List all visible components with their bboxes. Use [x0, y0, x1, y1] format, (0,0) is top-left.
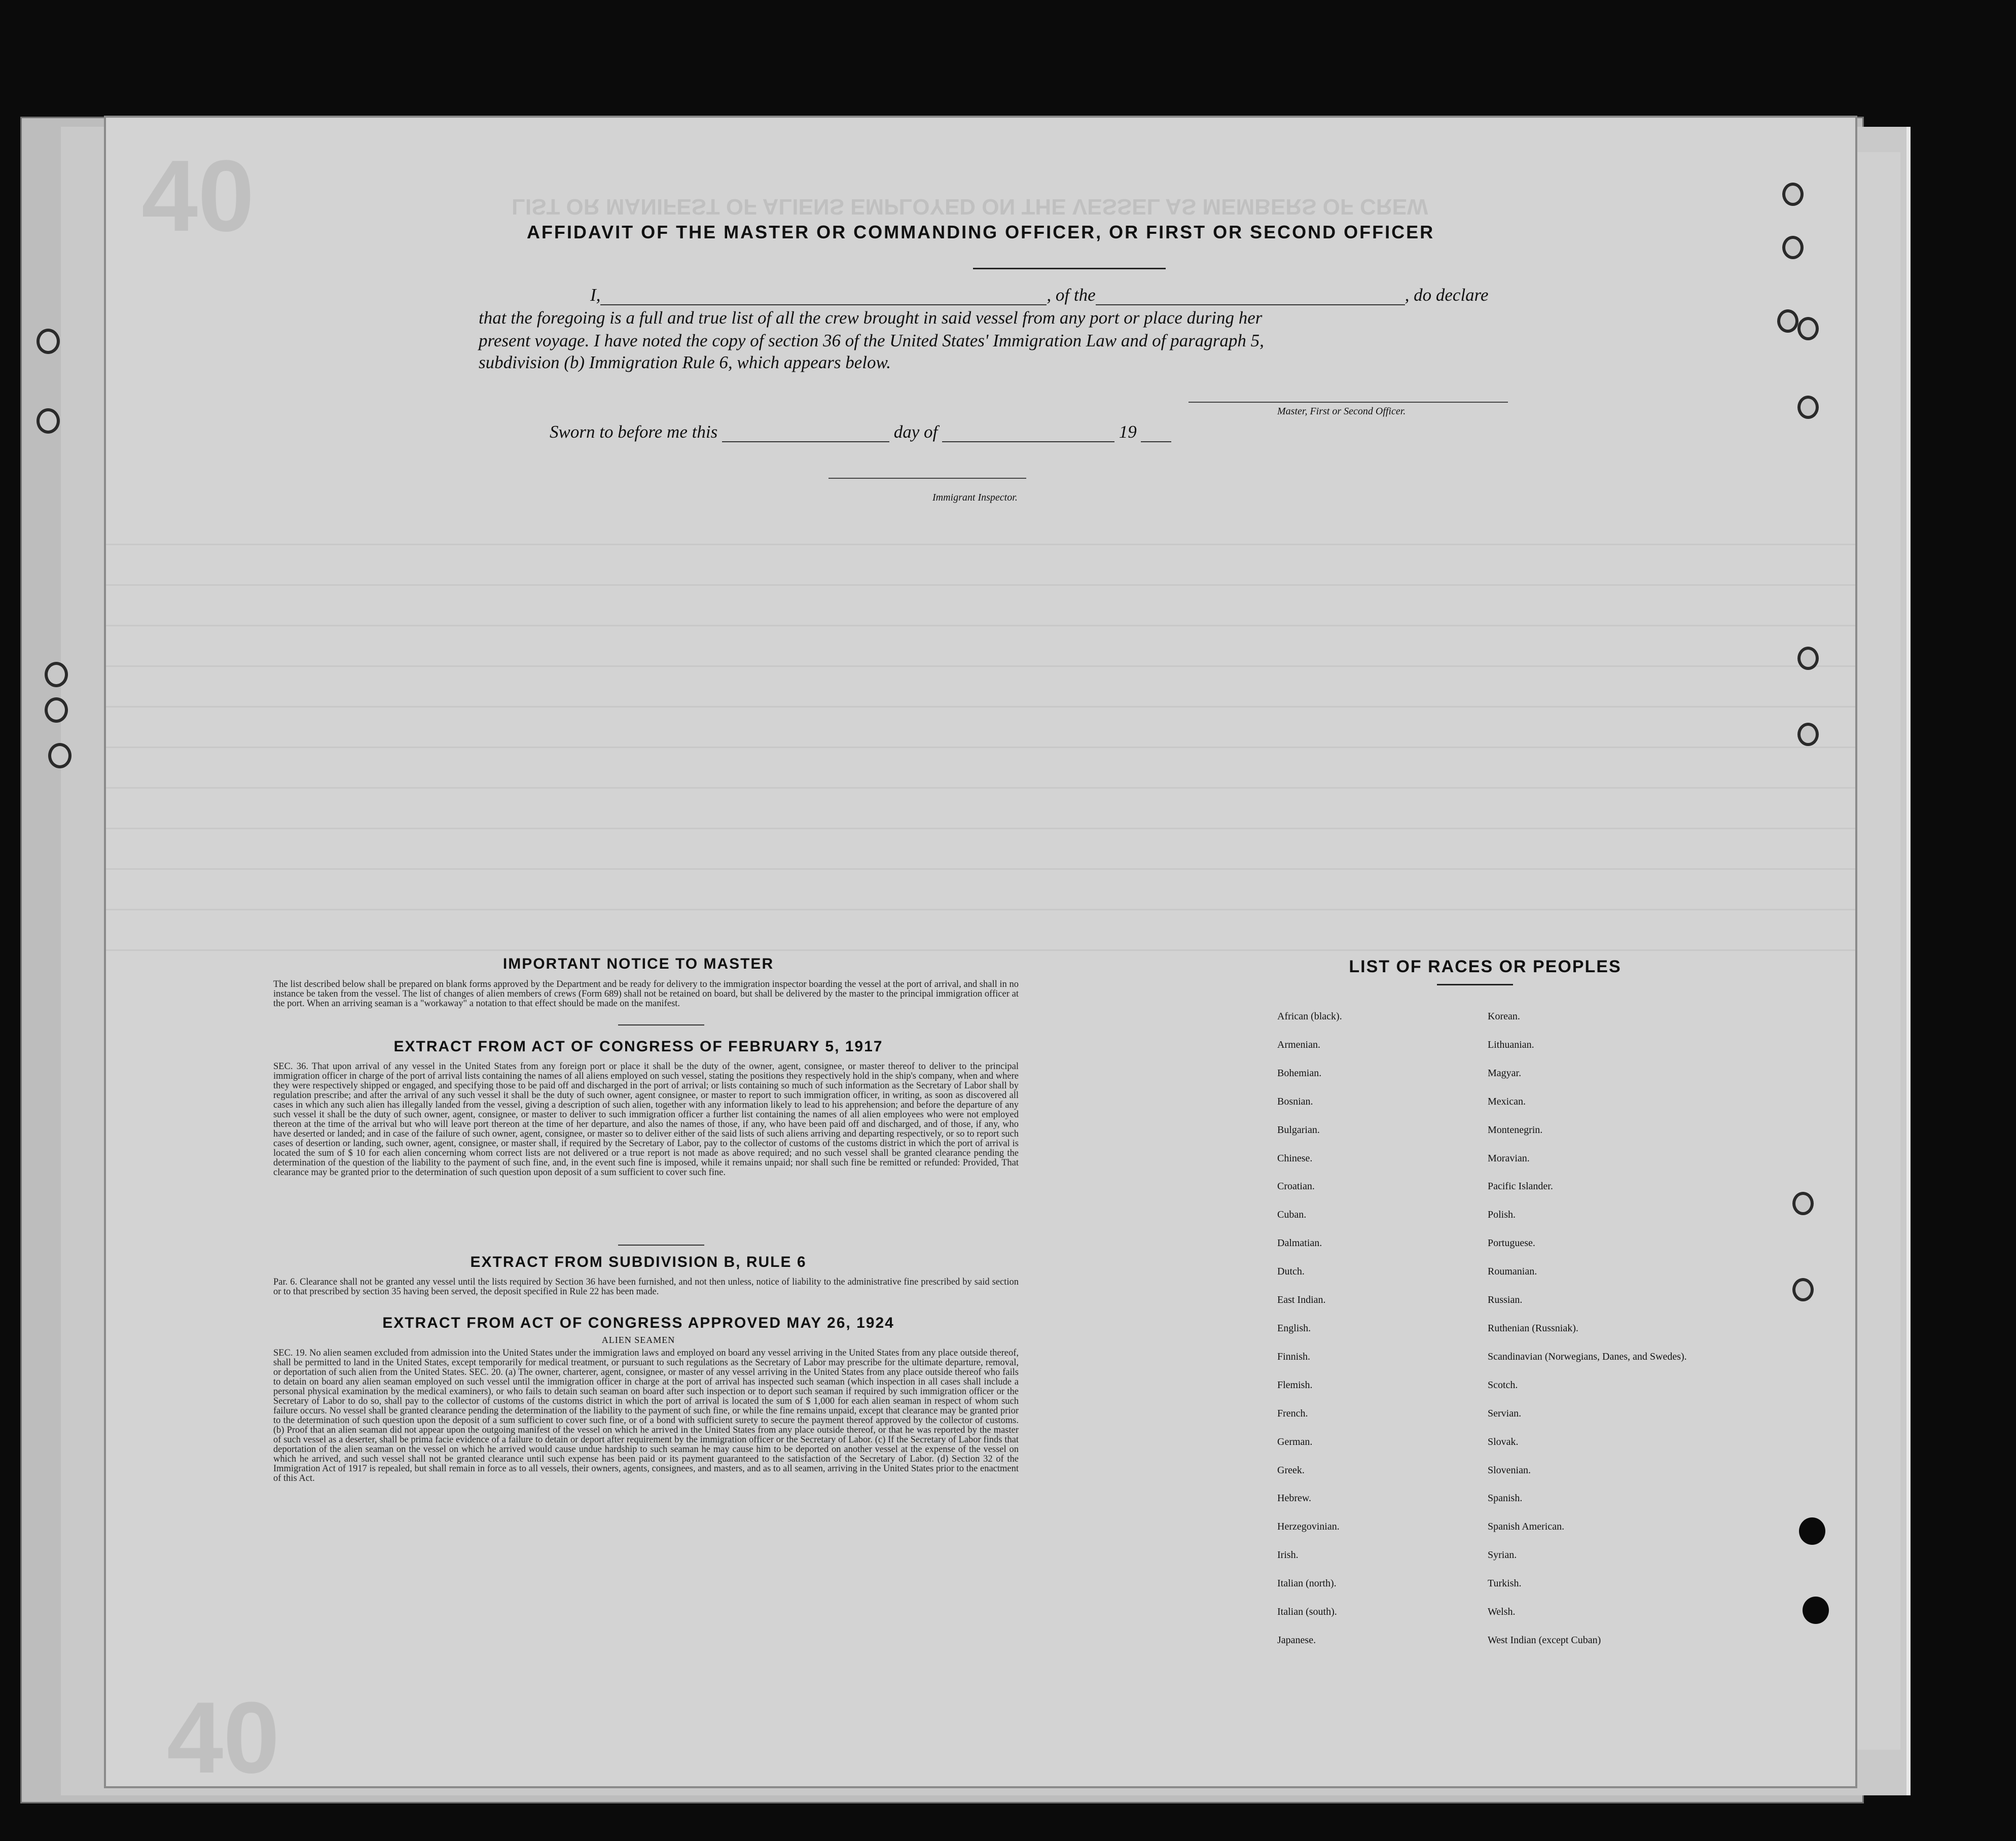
- race-item: African (black).: [1277, 1011, 1342, 1022]
- notice-title: IMPORTANT NOTICE TO MASTER: [502, 955, 774, 972]
- inspector-label: Immigrant Inspector.: [932, 492, 1018, 503]
- race-item: Pacific Islander.: [1488, 1181, 1553, 1192]
- bleed-row: [106, 554, 1855, 586]
- race-item: Slovak.: [1488, 1436, 1519, 1447]
- binder-hole: [45, 697, 68, 723]
- races-column-1: [1277, 1003, 1460, 1655]
- race-item: Bosnian.: [1277, 1095, 1313, 1107]
- race-item: Montenegrin.: [1488, 1124, 1543, 1136]
- binder-hole: [1797, 396, 1819, 419]
- race-item: Finnish.: [1277, 1351, 1311, 1362]
- race-item: Spanish.: [1488, 1493, 1523, 1504]
- affidavit-line-3: present voyage. I have noted the copy of section 36 of the United States' Immigration Law and of paragraph 5,: [479, 331, 1264, 350]
- inspector-signature-line[interactable]: [829, 478, 1026, 479]
- master-name-blank[interactable]: [600, 289, 1047, 305]
- race-item: Ruthenian (Russniak).: [1488, 1322, 1578, 1334]
- sworn-month-blank[interactable]: [942, 426, 1114, 442]
- affidavit-do-declare: , do declare: [1405, 285, 1489, 305]
- race-item: Irish.: [1277, 1549, 1299, 1561]
- race-item: Japanese.: [1277, 1634, 1316, 1646]
- race-item: Magyar.: [1488, 1067, 1522, 1079]
- race-item: Turkish.: [1488, 1578, 1522, 1589]
- sworn-line: [550, 422, 1171, 442]
- extract-1917-text: SEC. 36. That upon arrival of any vessel in the United States from any foreign port or place it shall be the duty of the owner, agent, consignee, or master thereof to deliver to the principal immigration officer in charge of the port of arrival lists containing the names of all aliens employed on such vessel, stating the positions they respectively hold in the ship's company, when and where they were respectively shipped or engaged, and specifying those to be paid off and discharged in the port of arrival; or lists containing so much of such information as the Secretary of Labor shall by regulation prescribe; and after the arrival of any such vessel it shall be the duty of such owner, agent consignee, or master to report to such immigration officer, in writing, as soon as discovered all cases in which any such alien has illegally landed from the vessel, giving a description of such alien, together with any information likely to lead to his apprehension; and before the departure of any such vessel it shall be the duty of such owner, agent, consignee, or master to deliver to such immigration officer a further list containing the names of all alien employees who were not employed thereon at the time of the arrival but who will leave port thereon at the time of her departure, and also the names of those, if any, who have been paid off and discharged, and of those, if any, who have deserted or landed; and in case of the failure of such owner, agent, consignee, or master so to deliver either of the said lists of such aliens arriving and departing respectively, or so to report such cases of desertion or landing, such owner, agent, consignee, or master shall, if required by the Secretary of Labor, pay to the collector of customs of the customs district in which the port of arrival is located the sum of $ 10 for each alien concerning whom correct lists are not delivered or a true report is not made as above required; and no such vessel shall be granted clearance pending the determination of the question of the liability to the payment of such fine, and, in the event such fine is imposed, while it remains unpaid; nor shall such fine be remitted or refunded: Provided, That clearance may be granted prior to the determination of such question upon deposit of a sum sufficient to cover such fine.: [273, 1062, 1019, 1178]
- bleed-row: [106, 676, 1855, 707]
- sworn-year-blank[interactable]: [1141, 426, 1171, 442]
- race-item: Scandinavian (Norwegians, Danes, and Swedes).: [1488, 1351, 1687, 1362]
- races-title: LIST OF RACES OR PEOPLES: [1349, 957, 1622, 976]
- notice-text: The list described below shall be prepared on blank forms approved by the Department and be ready for delivery to the immigration inspector boarding the vessel at the port of arrival, and shall in no instance be taken from the vessel. The list of changes of alien members of crews (Form 689) shall not be retained on board, but shall be delivered by the master to the principal immigration officer at the port. When an arriving seaman is a "workaway" a notation to that effect should be made on the manifest.: [273, 980, 1019, 1009]
- race-item: Italian (north).: [1277, 1578, 1337, 1589]
- binder-hole: [1782, 183, 1804, 206]
- binder-hole: [45, 662, 68, 687]
- extract-1924-text: SEC. 19. No alien seamen excluded from admission into the United States under the immigration laws and employed on board any vessel arriving in the United States from any place outside thereof, shall be permitted to land in the United States, except temporarily for medical treatment, or pursuant to such regulations as the Secretary of Labor may prescribe for the ultimate departure, removal, or deportation of such alien from the United States. SEC. 20. (a) The owner, charterer, agent, consignee, or master of any vessel arriving in the United States from any place outside thereof who fails to detain on board any alien seaman employed on such vessel until the immigration officer in charge at the port of arrival has inspected such seaman (which inspection in all cases shall include a personal physical examination by the medical examiners), or who fails to detain such seaman on board after such inspection or to deport such seaman if required by such immigration officer or the Secretary of Labor to do so, shall pay to the collector of customs of the customs district in which the port of arrival is located the sum of $ 1,000 for each alien seaman in respect of whom such failure occurs. No vessel shall be granted clearance pending the determination of the liability to the payment of such fine, or while the fine remains unpaid, except that clearance may be granted prior to the determination of such question upon the deposit of a sum sufficient to cover such fine, or of a bond with sufficient surety to secure the payment thereof approved by the collector of customs. (b) Proof that an alien seaman did not appear upon the outgoing manifest of the vessel on which he arrived in the United States from any place outside thereof, or that he was reported by the master of such vessel as a deserter, shall be prima facie evidence of a failure to detain or deport after requirement by the immigration officer or the Secretary of Labor. (c) If the Secretary of Labor finds that deportation of the alien seaman on the vessel on which he arrived would cause undue hardship to such seaman he may cause him to be deported on another vessel at the expense of the vessel on which he arrived, and such vessel shall not be granted clearance until such expense has been paid or its payment guaranteed to the satisfaction of the Secretary of Labor. (d) Section 32 of the Immigration Act of 1917 is repealed, but shall remain in force as to all vessels, their owners, agents, consignees, and masters, and as to all seamen, arriving in the United States prior to the enactment of this Act.: [273, 1349, 1019, 1483]
- day-of-text: day of: [893, 422, 938, 442]
- race-item: Korean.: [1488, 1011, 1520, 1022]
- race-item: Welsh.: [1488, 1606, 1516, 1618]
- manifest-page: [104, 116, 1857, 1794]
- races-title-rule: [1437, 984, 1513, 985]
- race-item: Scotch.: [1488, 1379, 1518, 1391]
- binder-hole: [1777, 309, 1798, 333]
- bleed-row: [106, 878, 1855, 910]
- race-item: Greek.: [1277, 1464, 1305, 1476]
- race-item: West Indian (except Cuban): [1488, 1634, 1601, 1646]
- race-item: Servian.: [1488, 1407, 1522, 1419]
- race-item: Bohemian.: [1277, 1067, 1322, 1079]
- bleed-row: [106, 716, 1855, 748]
- race-item: East Indian.: [1277, 1294, 1326, 1306]
- affidavit-of-the: , of the: [1047, 285, 1096, 305]
- extract-1924-subtitle: ALIEN SEAMEN: [601, 1335, 675, 1345]
- binder-hole: [1797, 317, 1819, 340]
- race-item: Dalmatian.: [1277, 1237, 1322, 1249]
- affidavit-line-2: that the foregoing is a full and true list of all the crew brought in said vessel from any port or place during her: [479, 308, 1263, 328]
- race-item: English.: [1277, 1322, 1311, 1334]
- race-item: Flemish.: [1277, 1379, 1313, 1391]
- extract-rule6-title: EXTRACT FROM SUBDIVISION B, RULE 6: [470, 1254, 807, 1270]
- bleed-header: LIST OR MANIFEST OF ALIENS EMPLOYED ON THE VESSEL AS MEMBERS OF CREW: [512, 194, 1428, 219]
- race-item: Herzegovinian.: [1277, 1521, 1340, 1533]
- binder-hole: [1797, 647, 1819, 670]
- notice-rule: [618, 1024, 704, 1025]
- binder-hole-punched: [1799, 1517, 1825, 1545]
- binder-hole: [37, 329, 60, 354]
- binder-hole: [1782, 236, 1804, 259]
- race-item: Bulgarian.: [1277, 1124, 1320, 1136]
- race-item: Lithuanian.: [1488, 1039, 1534, 1050]
- extract-1917-title: EXTRACT FROM ACT OF CONGRESS OF FEBRUARY 5, 1917: [393, 1038, 883, 1055]
- binder-hole-punched: [1803, 1597, 1829, 1624]
- races-column-2: [1488, 1003, 1687, 1655]
- race-item: Italian (south).: [1277, 1606, 1337, 1618]
- affidavit-title: AFFIDAVIT OF THE MASTER OR COMMANDING OFFICER, OR FIRST OR SECOND OFFICER: [526, 222, 1435, 242]
- sworn-text: Sworn to before me this: [550, 422, 718, 442]
- race-item: Hebrew.: [1277, 1493, 1312, 1504]
- race-item: Spanish American.: [1488, 1521, 1565, 1533]
- race-item: Russian.: [1488, 1294, 1523, 1306]
- race-item: Slovenian.: [1488, 1464, 1531, 1476]
- extract-1924-title: EXTRACT FROM ACT OF CONGRESS APPROVED MAY 26, 1924: [382, 1315, 894, 1331]
- race-item: Moravian.: [1488, 1152, 1530, 1164]
- bleed-row: [106, 594, 1855, 626]
- race-item: German.: [1277, 1436, 1313, 1447]
- binder-hole: [1792, 1192, 1814, 1215]
- race-item: Chinese.: [1277, 1152, 1313, 1164]
- extract-rule6-text: Par. 6. Clearance shall not be granted any vessel until the lists required by Section 36 have been furnished, and not then unless, notice of liability to the administrative fine prescribed by said section or to that prescribed by section 35 having been served, the deposit specified in Rule 22 has been made.: [273, 1278, 1019, 1297]
- race-item: Dutch.: [1277, 1266, 1305, 1278]
- race-item: Roumanian.: [1488, 1266, 1537, 1278]
- vessel-name-blank[interactable]: [1096, 289, 1405, 305]
- bleed-row: [106, 513, 1855, 545]
- year-prefix: 19: [1119, 422, 1137, 442]
- bleed-row: [106, 919, 1855, 951]
- affidavit-i: I,: [590, 285, 601, 305]
- extract-1917-rule: [618, 1245, 704, 1246]
- sworn-day-blank[interactable]: [722, 426, 889, 442]
- race-item: French.: [1277, 1407, 1308, 1419]
- bleed-row: [106, 797, 1855, 829]
- bleed-page-number-bottom: 40: [167, 1681, 280, 1794]
- bleed-row: [106, 757, 1855, 789]
- affidavit-line-1: [479, 285, 1569, 305]
- bleed-row: [106, 635, 1855, 667]
- affidavit-line-4: subdivision (b) Immigration Rule 6, which appears below.: [479, 352, 891, 372]
- race-item: Armenian.: [1277, 1039, 1320, 1050]
- binder-hole: [1797, 723, 1819, 746]
- binder-hole: [48, 743, 71, 768]
- bleed-row: [106, 838, 1855, 870]
- binder-hole: [1792, 1278, 1814, 1301]
- binder-hole: [37, 408, 60, 434]
- affidavit-title-rule: [973, 268, 1166, 269]
- race-item: Cuban.: [1277, 1209, 1307, 1221]
- bleed-page-number-top: 40: [141, 139, 255, 253]
- race-item: Syrian.: [1488, 1549, 1517, 1561]
- race-item: Portuguese.: [1488, 1237, 1535, 1249]
- signature-label: Master, First or Second Officer.: [1277, 406, 1406, 417]
- race-item: Polish.: [1488, 1209, 1516, 1221]
- race-item: Mexican.: [1488, 1095, 1526, 1107]
- signature-line[interactable]: [1189, 402, 1508, 403]
- race-item: Croatian.: [1277, 1181, 1315, 1192]
